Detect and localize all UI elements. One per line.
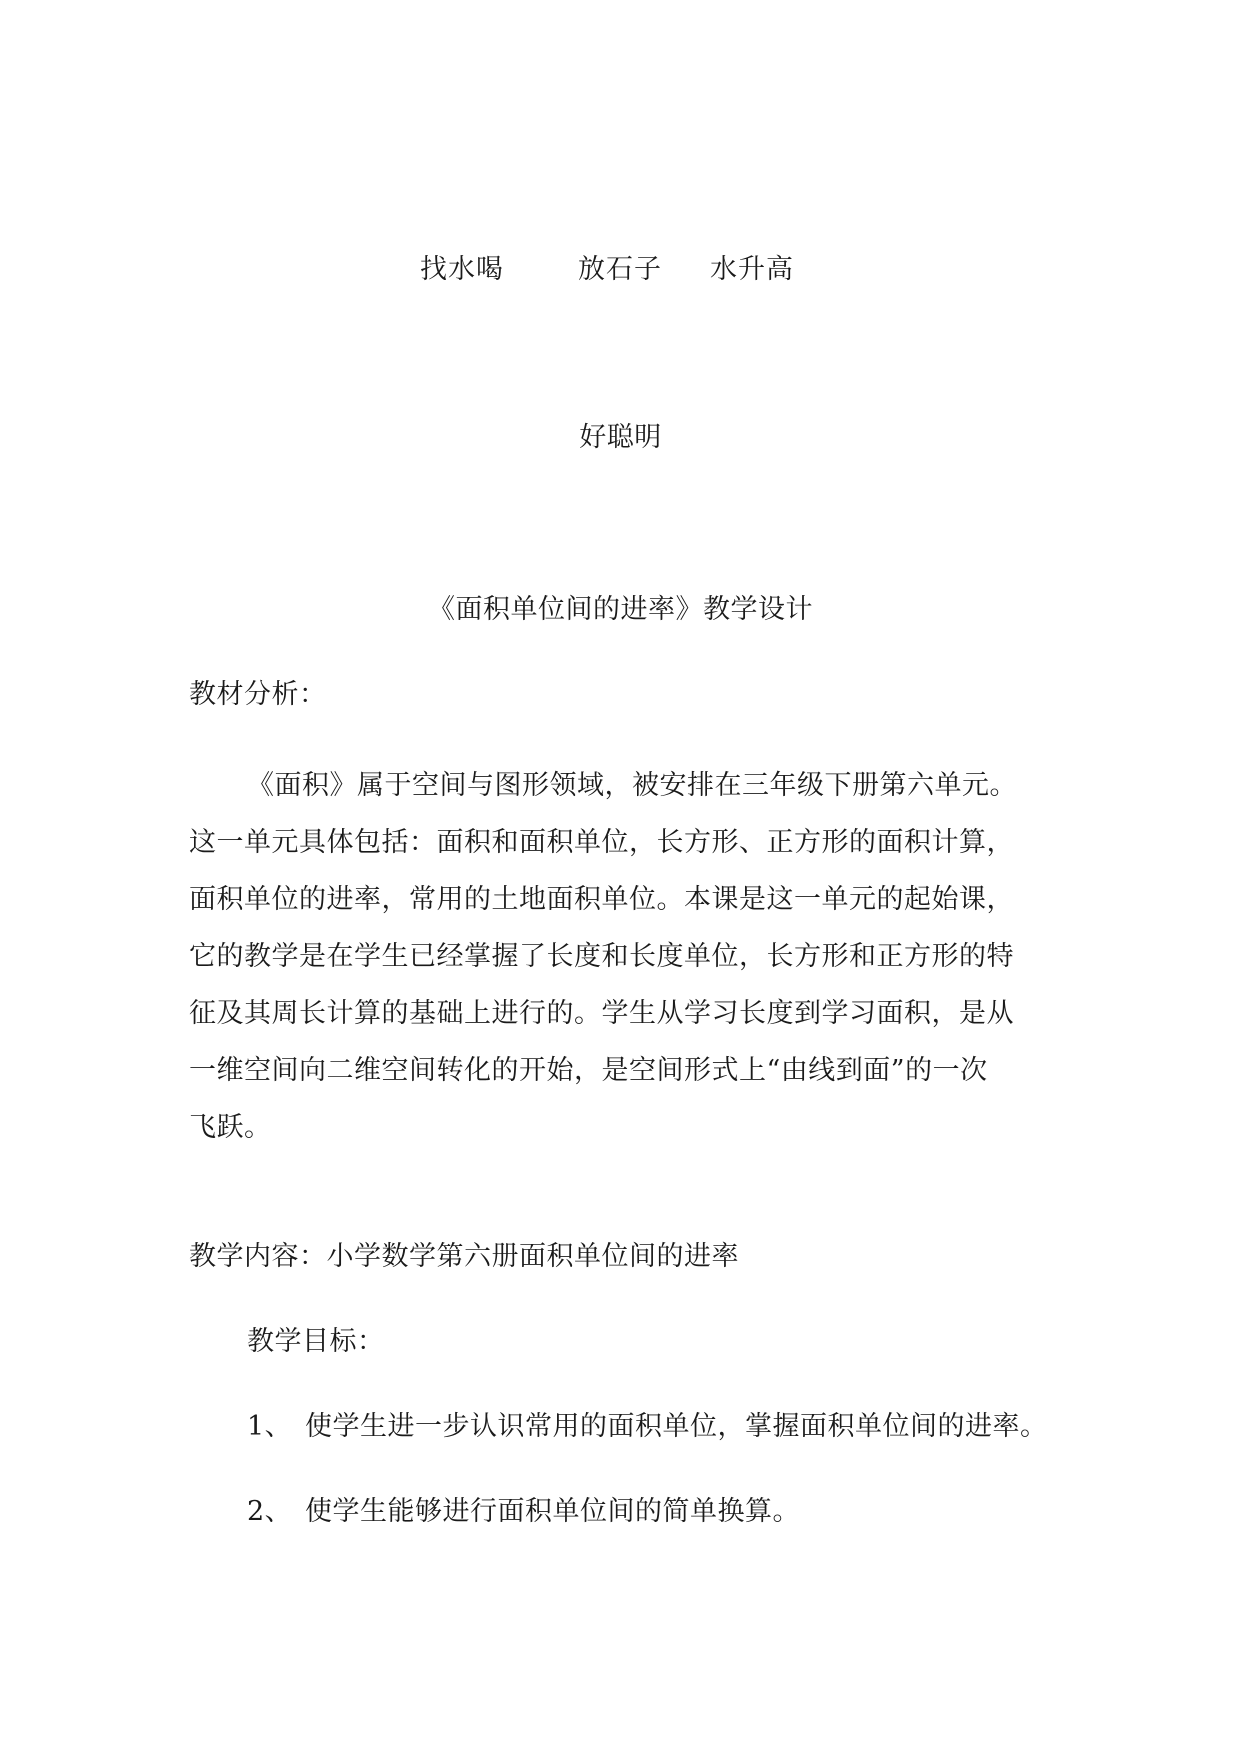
objective-text: 使学生能够进行面积单位间的简单换算。 (305, 1496, 800, 1527)
header-word: 找水喝 (420, 254, 504, 285)
teaching-content: 教学内容：小学数学第六册面积单位间的进率 (189, 1241, 739, 1272)
objective-number: 1、 (247, 1411, 293, 1442)
section-heading-material: 教材分析： (189, 679, 327, 710)
paragraph-line: 它的教学是在学生已经掌握了长度和长度单位，长方形和正方形的特 (189, 941, 1014, 972)
paragraph-line: 一维空间向二维空间转化的开始，是空间形式上“由线到面”的一次 (189, 1055, 988, 1086)
header-word: 放石子 (578, 254, 662, 285)
objectives-heading: 教学目标： (247, 1326, 385, 1357)
material-paragraph (189, 757, 1049, 1156)
subtitle: 好聪明 (579, 422, 662, 453)
paragraph-line: 飞跃。 (189, 1112, 272, 1143)
objective-text: 使学生进一步认识常用的面积单位，掌握面积单位间的进率。 (305, 1411, 1048, 1442)
paragraph-line: 征及其周长计算的基础上进行的。学生从学习长度到学习面积，是从 (189, 998, 1014, 1029)
paragraph-line: 这一单元具体包括：面积和面积单位，长方形、正方形的面积计算， (189, 827, 1014, 858)
document-title: 《面积单位间的进率》教学设计 (428, 594, 813, 625)
paragraph-line: 面积单位的进率，常用的土地面积单位。本课是这一单元的起始课， (189, 884, 1014, 915)
header-word: 水升高 (710, 254, 794, 285)
paragraph-line: 《面积》属于空间与图形领域，被安排在三年级下册第六单元。 (247, 770, 1017, 801)
header-words-row (0, 250, 1241, 290)
objective-number: 2、 (247, 1496, 293, 1527)
